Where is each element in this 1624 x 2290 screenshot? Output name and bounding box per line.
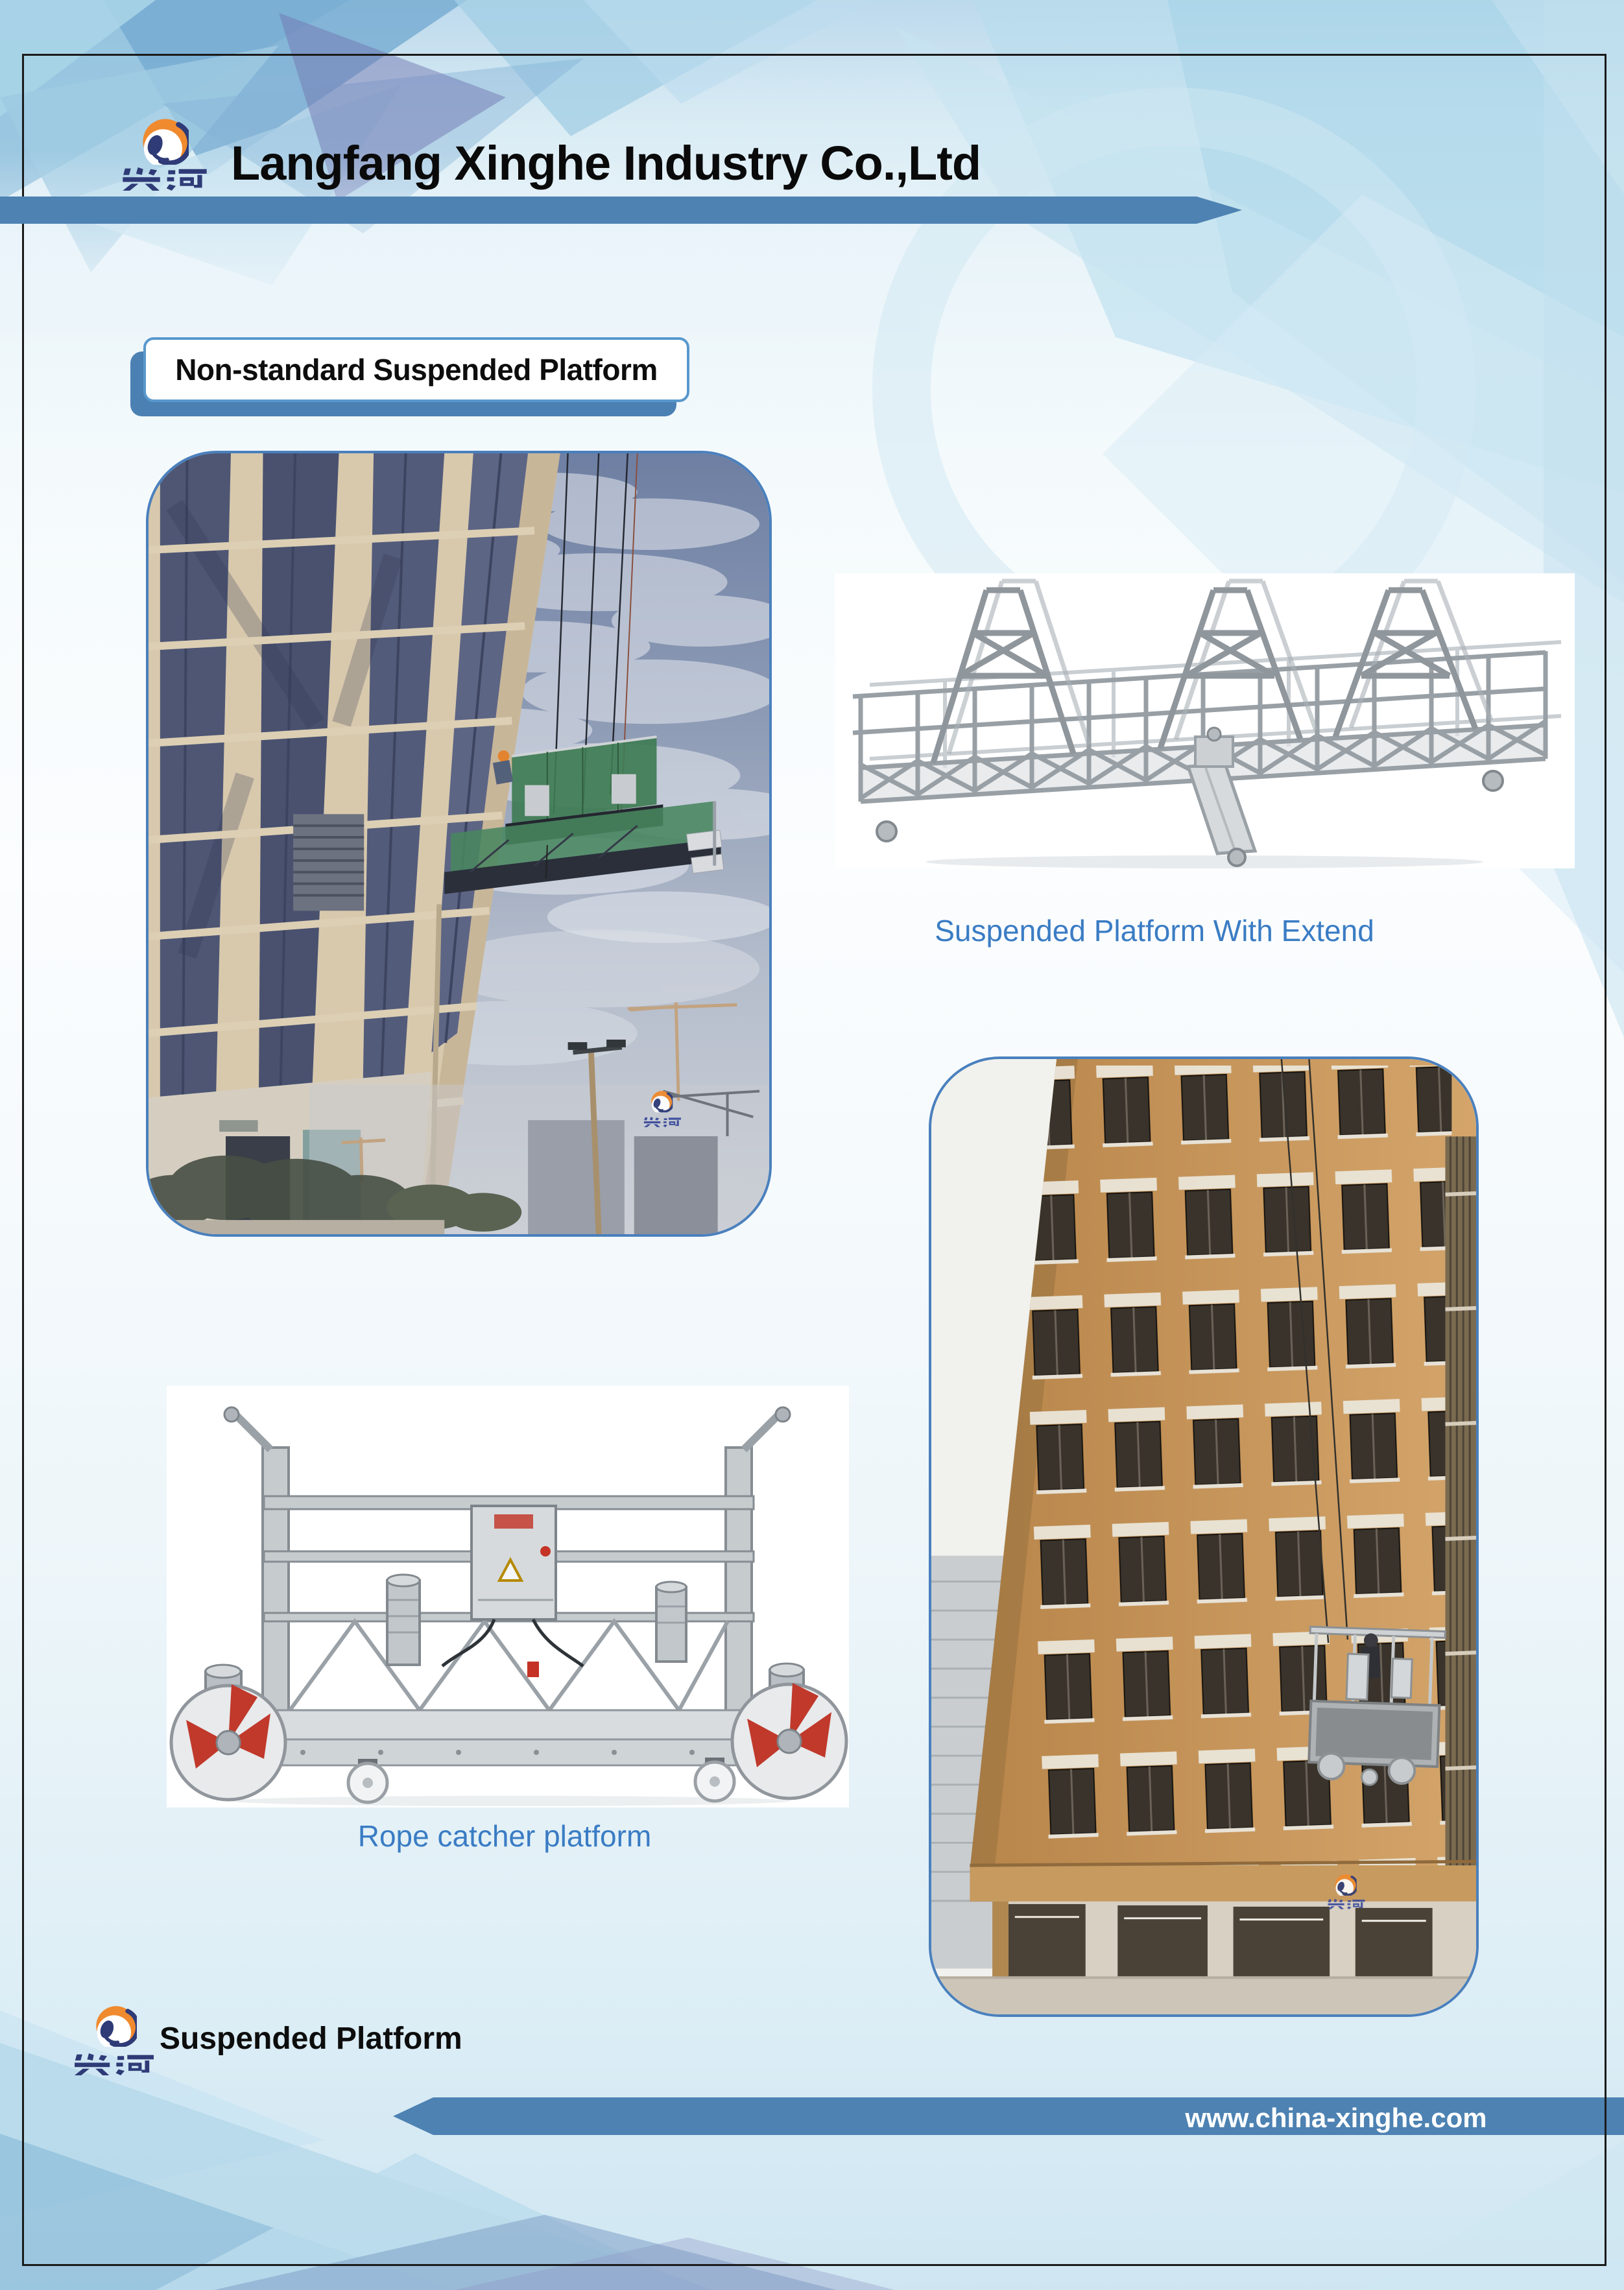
footer-logo-icon xyxy=(95,2005,137,2047)
ground-floor xyxy=(931,1861,1476,2014)
company-logo-icon xyxy=(142,118,189,165)
photo-platform-on-glass-building xyxy=(146,451,772,1237)
caption-platform-with-extend: Suspended Platform With Extend xyxy=(935,914,1374,948)
header-accent-band xyxy=(0,197,1242,224)
website-url: www.china-xinghe.com xyxy=(1185,2103,1487,2133)
company-name: Langfang Xinghe Industry Co.,Ltd xyxy=(231,136,981,190)
caption-rope-catcher: Rope catcher platform xyxy=(357,1819,652,1853)
company-logo-chinese-characters xyxy=(121,167,209,191)
photo-platform-on-tan-building xyxy=(929,1056,1479,2017)
footer-category-label: Suspended Platform xyxy=(160,2022,462,2056)
product-image-platform-with-extend xyxy=(835,573,1575,868)
section-label-text: Non-standard Suspended Platform xyxy=(175,353,658,387)
footer-logo-chinese-characters xyxy=(75,2053,154,2075)
product-image-rope-catcher xyxy=(167,1386,849,1807)
section-label xyxy=(143,337,689,402)
